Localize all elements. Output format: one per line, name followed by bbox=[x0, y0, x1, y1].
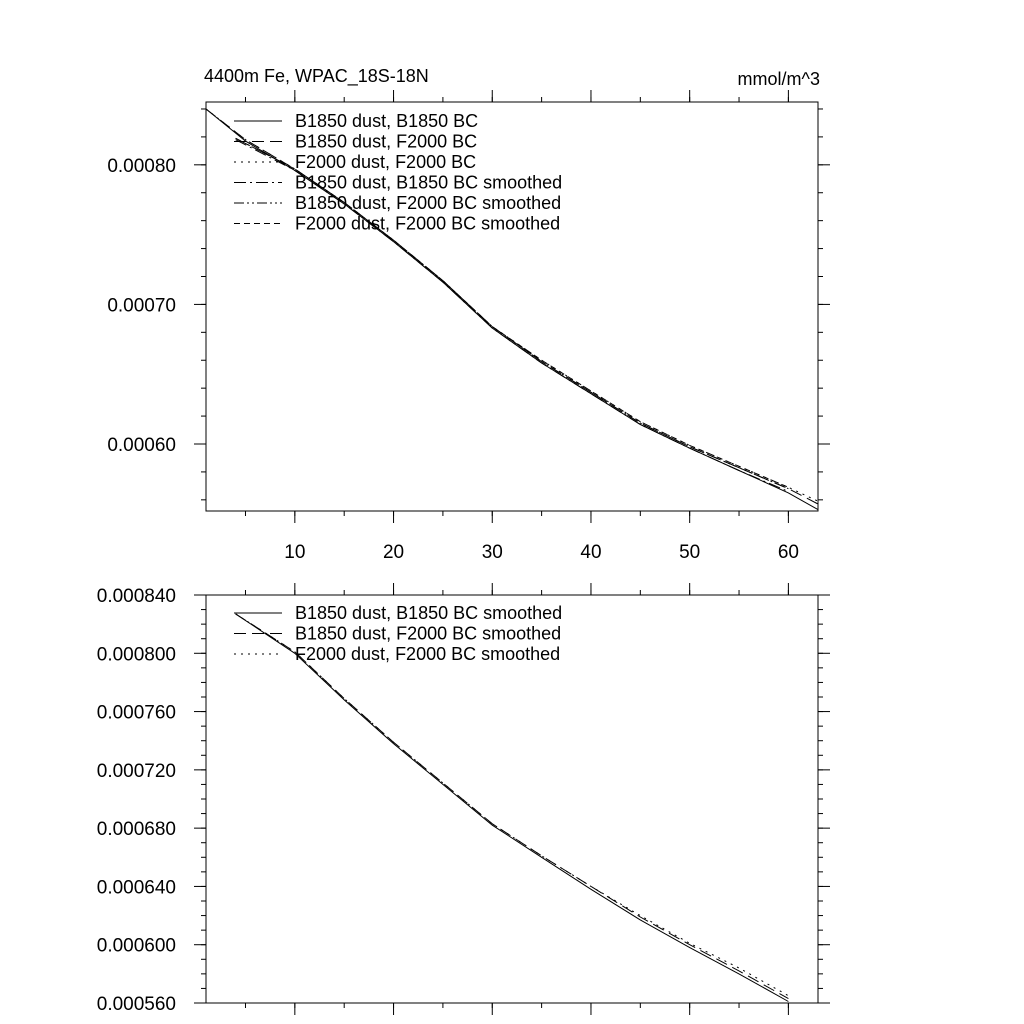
units-label: mmol/m^3 bbox=[737, 69, 820, 89]
y-tick-label: 0.000760 bbox=[96, 702, 176, 724]
x-tick-label: 30 bbox=[481, 542, 503, 563]
series-line-3 bbox=[236, 614, 789, 996]
x-tick-label: 40 bbox=[580, 542, 602, 563]
x-tick-label: 10 bbox=[284, 542, 306, 563]
panel-1 bbox=[107, 66, 830, 563]
legend-label: F2000 dust, F2000 BC smoothed bbox=[295, 644, 561, 664]
legend-label: B1850 dust, B1850 BC smoothed bbox=[295, 172, 563, 193]
x-tick-label: 60 bbox=[777, 542, 799, 563]
legend-label: B1850 dust, F2000 BC smoothed bbox=[295, 193, 562, 213]
x-tick-label: 20 bbox=[382, 542, 405, 563]
legend-label: B1850 dust, F2000 BC smoothed bbox=[295, 623, 562, 644]
y-tick-label: 0.000800 bbox=[96, 644, 176, 666]
y-tick-label: 0.00070 bbox=[107, 295, 176, 317]
y-tick-label: 0.000600 bbox=[96, 935, 176, 957]
series-line-2 bbox=[236, 614, 789, 999]
legend-label: B1850 dust, F2000 BC bbox=[295, 131, 478, 152]
y-tick-label: 0.000560 bbox=[96, 994, 176, 1015]
y-tick-label: 0.00080 bbox=[107, 155, 176, 177]
y-tick-label: 0.000640 bbox=[96, 877, 176, 899]
legend-label: B1850 dust, B1850 BC bbox=[295, 111, 479, 131]
legend-label: F2000 dust, F2000 BC smoothed bbox=[295, 213, 561, 234]
panel-2 bbox=[97, 583, 830, 1015]
legend-label: B1850 dust, B1850 BC smoothed bbox=[295, 603, 563, 623]
y-tick-label: 0.000840 bbox=[96, 586, 176, 607]
y-tick-label: 0.000680 bbox=[96, 819, 176, 841]
series-line-1 bbox=[236, 614, 789, 1002]
x-tick-label: 50 bbox=[679, 542, 701, 563]
y-tick-label: 0.00060 bbox=[107, 434, 176, 456]
legend-label: F2000 dust, F2000 BC bbox=[295, 152, 477, 172]
chart-title: 4400m Fe, WPAC_18S-18N bbox=[204, 66, 429, 86]
y-tick-label: 0.000720 bbox=[96, 760, 176, 782]
